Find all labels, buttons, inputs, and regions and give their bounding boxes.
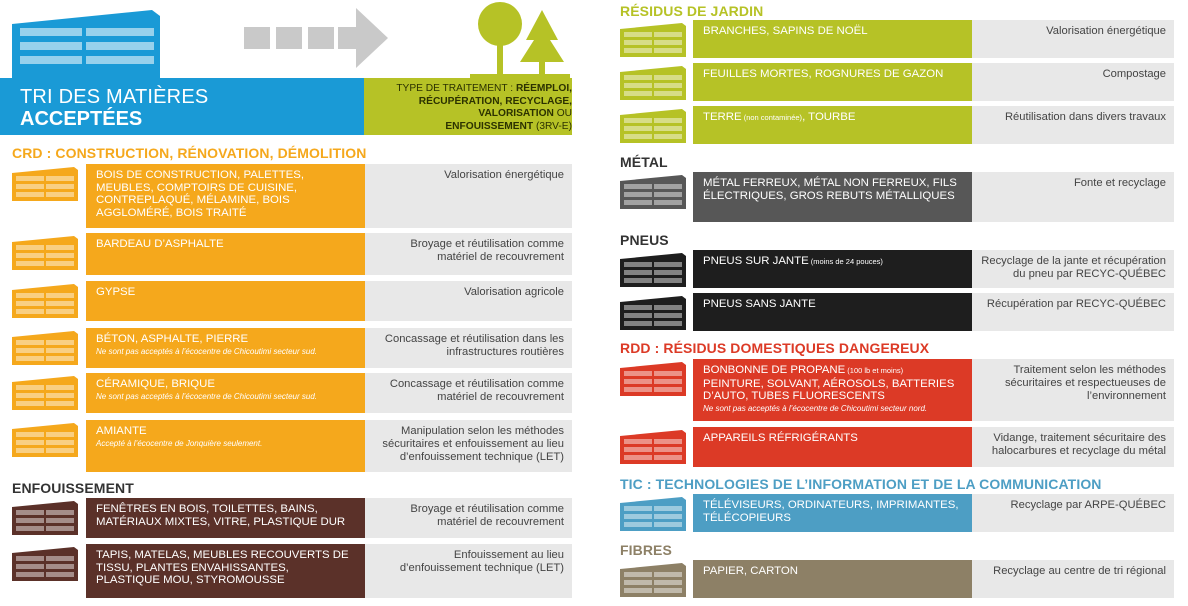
material-name: BOIS DE CONSTRUCTION, PALETTES, MEUBLES, COMPTOIRS DE CUISINE, CONTREPLAQUÉ, MÉLAMINE, BOIS AGGLOMÉRÉ, BOIS TRAITÉ — [86, 164, 365, 228]
material-name: PNEUS SUR JANTE (moins de 24 pouces) — [693, 250, 972, 288]
treatment-types-legend: TYPE DE TRAITEMENT : RÉEMPLOI, RÉCUPÉRATION, RECYCLAGE, VALORISATION OU ENFOUISSEMENT (3RV-E) — [396, 83, 572, 132]
material-name: PNEUS SANS JANTE — [693, 293, 972, 331]
material-note: Accepté à l’écocentre de Jonquière seulement. — [96, 438, 263, 448]
material-name: TERRE (non contaminée), TOURBE — [693, 106, 972, 144]
section-title-crd: CRD : CONSTRUCTION, RÉNOVATION, DÉMOLITION — [12, 145, 367, 161]
treatment-text: Recyclage par ARPE-QUÉBEC — [972, 494, 1174, 532]
section-title-jardin: RÉSIDUS DE JARDIN — [620, 3, 764, 19]
dumpster-icon — [620, 109, 686, 143]
material-name: FENÊTRES EN BOIS, TOILETTES, BAINS, MATÉRIAUX MIXTES, VITRE, PLASTIQUE DUR — [86, 498, 365, 538]
treatment-text: Récupération par RECYC-QUÉBEC — [972, 293, 1174, 331]
section-title-fibres: FIBRES — [620, 542, 672, 558]
dumpster-icon — [620, 362, 686, 396]
section-title-pneus: PNEUS — [620, 232, 669, 248]
treatment-text: Broyage et réutilisation comme matériel de recouvrement — [365, 233, 572, 275]
dumpster-icon — [620, 563, 686, 597]
table-row — [0, 359, 1188, 421]
treatment-text: Concassage et réutilisation comme matériel de recouvrement — [365, 373, 572, 413]
table-row — [0, 63, 1188, 101]
treatment-text: Valorisation agricole — [365, 281, 572, 321]
treatment-text: Recyclage au centre de tri régional — [972, 560, 1174, 598]
treatment-text: Compostage — [972, 63, 1174, 101]
treatment-text: Vidange, traitement sécuritaire des halocarbures et recyclage du métal — [972, 427, 1174, 467]
material-name: BRANCHES, SAPINS DE NOËL — [693, 20, 972, 58]
treatment-text: Réutilisation dans divers travaux — [972, 106, 1174, 144]
table-row — [0, 293, 1188, 331]
material-note: Ne sont pas acceptés à l’écocentre de Chicoutimi secteur sud. — [96, 391, 318, 401]
section-title-rdd: RDD : RÉSIDUS DOMESTIQUES DANGEREUX — [620, 340, 930, 356]
material-name: CÉRAMIQUE, BRIQUE Ne sont pas acceptés à l’écocentre de Chicoutimi secteur sud. — [86, 373, 365, 413]
section-title-enfouissement: ENFOUISSEMENT — [12, 480, 134, 496]
table-row — [0, 250, 1188, 288]
dumpster-icon — [620, 296, 686, 330]
table-row — [0, 172, 1188, 222]
treatment-text: Fonte et recyclage — [972, 172, 1174, 222]
material-name: BARDEAU D’ASPHALTE — [86, 233, 365, 275]
dumpster-icon — [620, 253, 686, 287]
treatment-text: Manipulation selon les méthodes sécuritaires et enfouissement au lieu d’enfouissement technique (LET) — [365, 420, 572, 472]
material-name: MÉTAL FERREUX, MÉTAL NON FERREUX, FILS ÉLECTRIQUES, GROS REBUTS MÉTALLIQUES — [693, 172, 972, 222]
title-line-2: ACCEPTÉES — [20, 108, 143, 130]
material-name: APPAREILS RÉFRIGÉRANTS — [693, 427, 972, 467]
table-row — [0, 427, 1188, 467]
dumpster-icon — [620, 175, 686, 209]
material-name: BONBONNE DE PROPANE (100 lb et moins) PEINTURE, SOLVANT, AÉROSOLS, BATTERIES D’AUTO, TUBES FLUORESCENTS Ne sont pas acceptés à l’écocentre de Chicoutimi secteur nord. — [693, 359, 972, 421]
dumpster-icon — [620, 23, 686, 57]
treatment-text: Concassage et réutilisation dans les infrastructures routières — [365, 328, 572, 368]
treatment-text: Valorisation énergétique — [365, 164, 572, 228]
treatment-text: Enfouissement au lieu d’enfouissement technique (LET) — [365, 544, 572, 598]
material-note: Ne sont pas acceptés à l’écocentre de Chicoutimi secteur sud. — [96, 346, 318, 356]
material-name: TAPIS, MATELAS, MEUBLES RECOUVERTS DE TISSU, PLANTES ENVAHISSANTES, PLASTIQUE MOU, STYROMOUSSE — [86, 544, 365, 598]
title-line-1: TRI DES MATIÈRES — [20, 86, 209, 108]
dumpster-icon — [620, 66, 686, 100]
table-row — [0, 560, 1188, 598]
material-name: GYPSE — [86, 281, 365, 321]
dumpster-icon — [620, 430, 686, 464]
material-name: FEUILLES MORTES, ROGNURES DE GAZON — [693, 63, 972, 101]
material-name: PAPIER, CARTON — [693, 560, 972, 598]
table-row — [0, 106, 1188, 144]
treatment-text: Broyage et réutilisation comme matériel de recouvrement — [365, 498, 572, 538]
material-name: TÉLÉVISEURS, ORDINATEURS, IMPRIMANTES, TÉLÉCOPIEURS — [693, 494, 972, 532]
section-title-metal: MÉTAL — [620, 154, 668, 170]
section-title-tic: TIC : TECHNOLOGIES DE L’INFORMATION ET DE LA COMMUNICATION — [620, 476, 1102, 492]
dumpster-icon — [620, 497, 686, 531]
material-name: AMIANTE Accepté à l’écocentre de Jonquière seulement. — [86, 420, 365, 472]
treatment-text: Recyclage de la jante et récupération du pneu par RECYC-QUÉBEC — [972, 250, 1174, 288]
table-row — [0, 20, 1188, 58]
material-name: BÉTON, ASPHALTE, PIERRE Ne sont pas acceptés à l’écocentre de Chicoutimi secteur sud. — [86, 328, 365, 368]
treatment-text: Traitement selon les méthodes sécuritaires et respectueuses de l’environnement — [972, 359, 1174, 421]
material-note: Ne sont pas acceptés à l’écocentre de Chicoutimi secteur nord. — [703, 403, 928, 413]
table-row — [0, 494, 1188, 532]
treatment-text: Valorisation énergétique — [972, 20, 1174, 58]
